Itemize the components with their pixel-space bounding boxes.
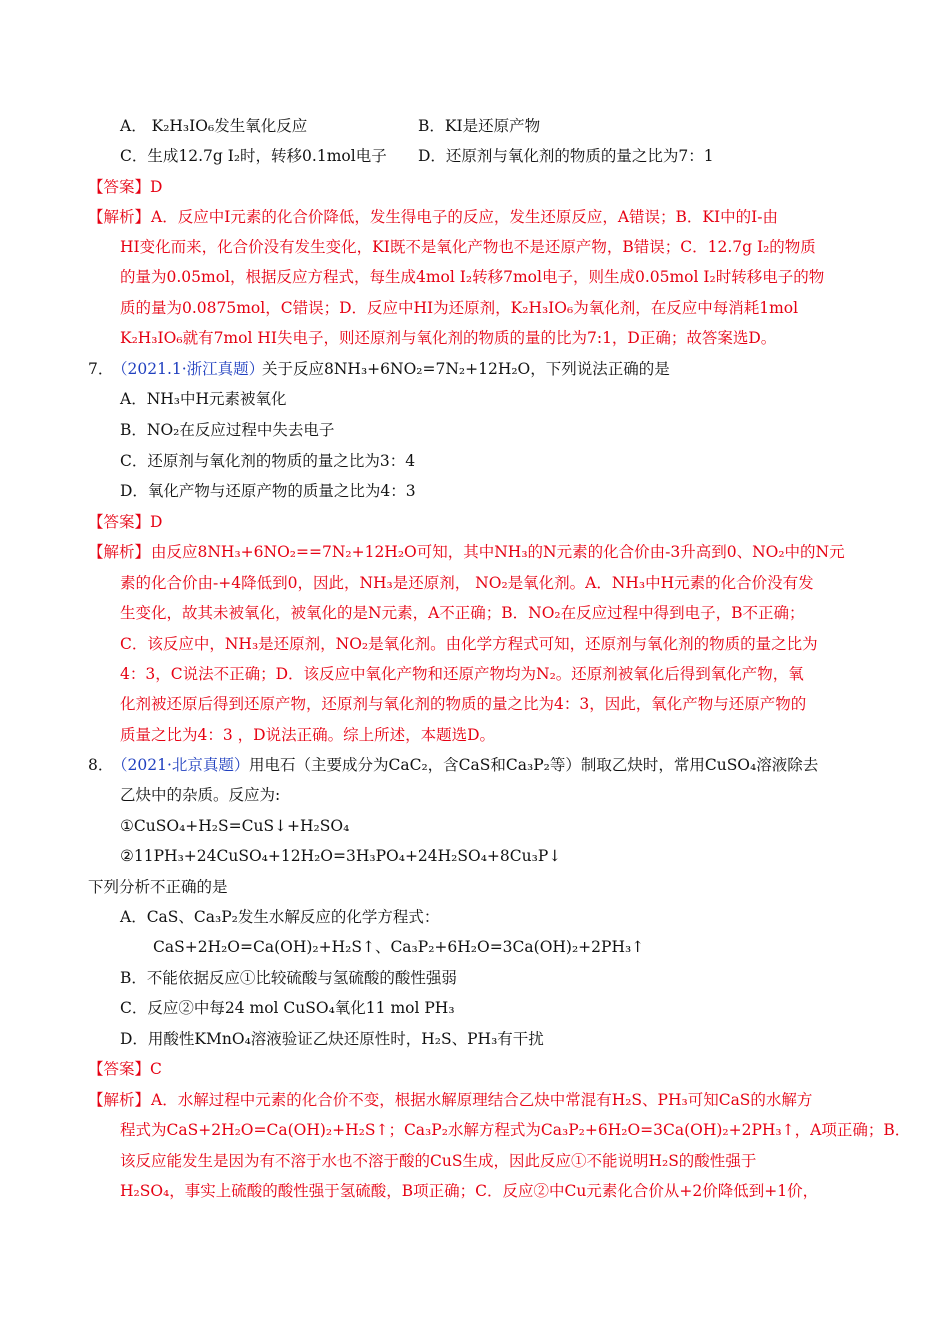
q8-reaction-2: ②11PH₃+24CuSO₄+12H₂O=3H₃PO₄+24H₂SO₄+8Cu₃P↓ — [120, 847, 562, 865]
q6-option-d: D．还原剂与氧化剂的物质的量之比为7：1 — [418, 147, 714, 165]
q7-analysis-line: 4：3，C说法不正确；D．该反应中氧化产物和还原产物均为N₂。还原剂被氧化后得到氧化产物，氧 — [120, 665, 804, 683]
q6-option-a: A． K₂H₃IO₆发生氧化反应 — [120, 117, 308, 135]
q7-analysis-line: 生变化，故其未被氧化，被氧化的是N元素，A不正确；B．NO₂在反应过程中得到电子，B不正确； — [120, 604, 805, 622]
q7-analysis-line: 由反应8NH₃+6NO₂==7N₂+12H₂O可知，其中NH₃的N元素的化合价由-3升高到0、NO₂中的N元 — [151, 543, 845, 561]
q7-stem: 关于反应8NH₃+6NO₂=7N₂+12H₂O，下列说法正确的是 — [262, 360, 670, 378]
q8-stem: 用电石（主要成分为CaC₂，含CaS和Ca₃P₂等）制取乙炔时，常用CuSO₄溶液除去 — [249, 756, 819, 774]
q8-question: 下列分析不正确的是 — [88, 878, 228, 896]
q6-analysis-line: HI变化而来，化合价没有发生变化，KI既不是氧化产物也不是还原产物，B错误；C．12.7g I₂的物质 — [120, 238, 816, 256]
q7-analysis-line: C．该反应中，NH₃是还原剂，NO₂是氧化剂。由化学方程式可知，还原剂与氧化剂的物质的量之比为 — [120, 635, 818, 653]
q8-analysis-line: A．水解过程中元素的化合价不变，根据水解原理结合乙炔中常混有H₂S、PH₃可知CaS的水解方 — [151, 1091, 813, 1109]
q7-option-c: C．还原剂与氧化剂的物质的量之比为3：4 — [120, 452, 416, 470]
q8-number: 8． — [88, 756, 114, 774]
q8-stem: 乙炔中的杂质。反应为: — [120, 786, 281, 804]
q8-option-a: A．CaS、Ca₃P₂发生水解反应的化学方程式： — [120, 908, 440, 926]
q6-option-c: C．生成12.7g I₂时，转移0.1mol电子 — [120, 147, 387, 165]
q7-source: （2021.1·浙江真题） — [112, 360, 265, 378]
q7-analysis-line: 质量之比为4：3 ，D说法正确。综上所述，本题选D。 — [120, 726, 496, 744]
q6-option-b: B．KI是还原产物 — [418, 117, 541, 135]
q7-option-d: D．氧化产物与还原产物的质量之比为4：3 — [120, 482, 416, 500]
q7-analysis-line: 化剂被还原后得到还原产物，还原剂与氧化剂的物质的量之比为4：3，因此，氧化产物与还原产物的 — [120, 695, 807, 713]
q8-analysis-line: H₂SO₄，事实上硫酸的酸性强于氢硫酸，B项正确；C．反应②中Cu元素化合价从+2价降低到+1价， — [120, 1182, 819, 1200]
q7-answer: 【答案】D — [88, 513, 163, 531]
q7-analysis-label: 【解析】 — [88, 543, 151, 561]
q8-option-c: C．反应②中每24 mol CuSO₄氧化11 mol PH₃ — [120, 999, 455, 1017]
q7-option-a: A．NH₃中H元素被氧化 — [120, 390, 287, 408]
q7-analysis-line: 素的化合价由-+4降低到0，因此，NH₃是还原剂， NO₂是氧化剂。A．NH₃中H元素的化合价没有发 — [120, 574, 814, 592]
q8-analysis-line: 程式为CaS+2H₂O=Ca(OH)₂+H₂S↑；Ca₃P₂水解方程式为Ca₃P₂+6H₂O=3Ca(OH)₂+2PH₃↑，A项正确；B． — [120, 1121, 911, 1139]
q8-answer: 【答案】C — [88, 1060, 162, 1078]
q8-source: （2021·北京真题） — [112, 756, 250, 774]
q6-answer: 【答案】D — [88, 178, 163, 196]
q6-analysis-line: 的量为0.05mol，根据反应方程式，每生成4mol I₂转移7mol电子，则生成0.05mol I₂时转移电子的物 — [120, 268, 825, 286]
q8-option-b: B．不能依据反应①比较硫酸与氢硫酸的酸性强弱 — [120, 969, 457, 987]
q6-analysis-label: 【解析】 — [88, 208, 151, 226]
q7-number: 7． — [88, 360, 114, 378]
q7-option-b: B．NO₂在反应过程中失去电子 — [120, 421, 335, 439]
q6-analysis-line: K₂H₃IO₆就有7mol HI失电子，则还原剂与氧化剂的物质的量的比为7:1，D正确；故答案选D。 — [120, 329, 777, 347]
q8-option-d: D．用酸性KMnO₄溶液验证乙炔还原性时，H₂S、PH₃有干扰 — [120, 1030, 544, 1048]
q6-analysis-line: A．反应中I元素的化合价降低，发生得电子的反应，发生还原反应，A错误；B．KI中的I-由 — [151, 208, 778, 226]
q6-analysis-line: 质的量为0.0875mol，C错误；D．反应中HI为还原剂，K₂H₃IO₆为氧化剂，在反应中每消耗1mol — [120, 299, 799, 317]
q8-analysis-label: 【解析】 — [88, 1091, 151, 1109]
q8-reaction-1: ①CuSO₄+H₂S=CuS↓+H₂SO₄ — [120, 817, 350, 835]
q8-option-a-equation: CaS+2H₂O=Ca(OH)₂+H₂S↑、Ca₃P₂+6H₂O=3Ca(OH)₂+2PH₃↑ — [153, 938, 645, 956]
q8-analysis-line: 该反应能发生是因为有不溶于水也不溶于酸的CuS生成，因此反应①不能说明H₂S的酸性强于 — [120, 1152, 757, 1170]
